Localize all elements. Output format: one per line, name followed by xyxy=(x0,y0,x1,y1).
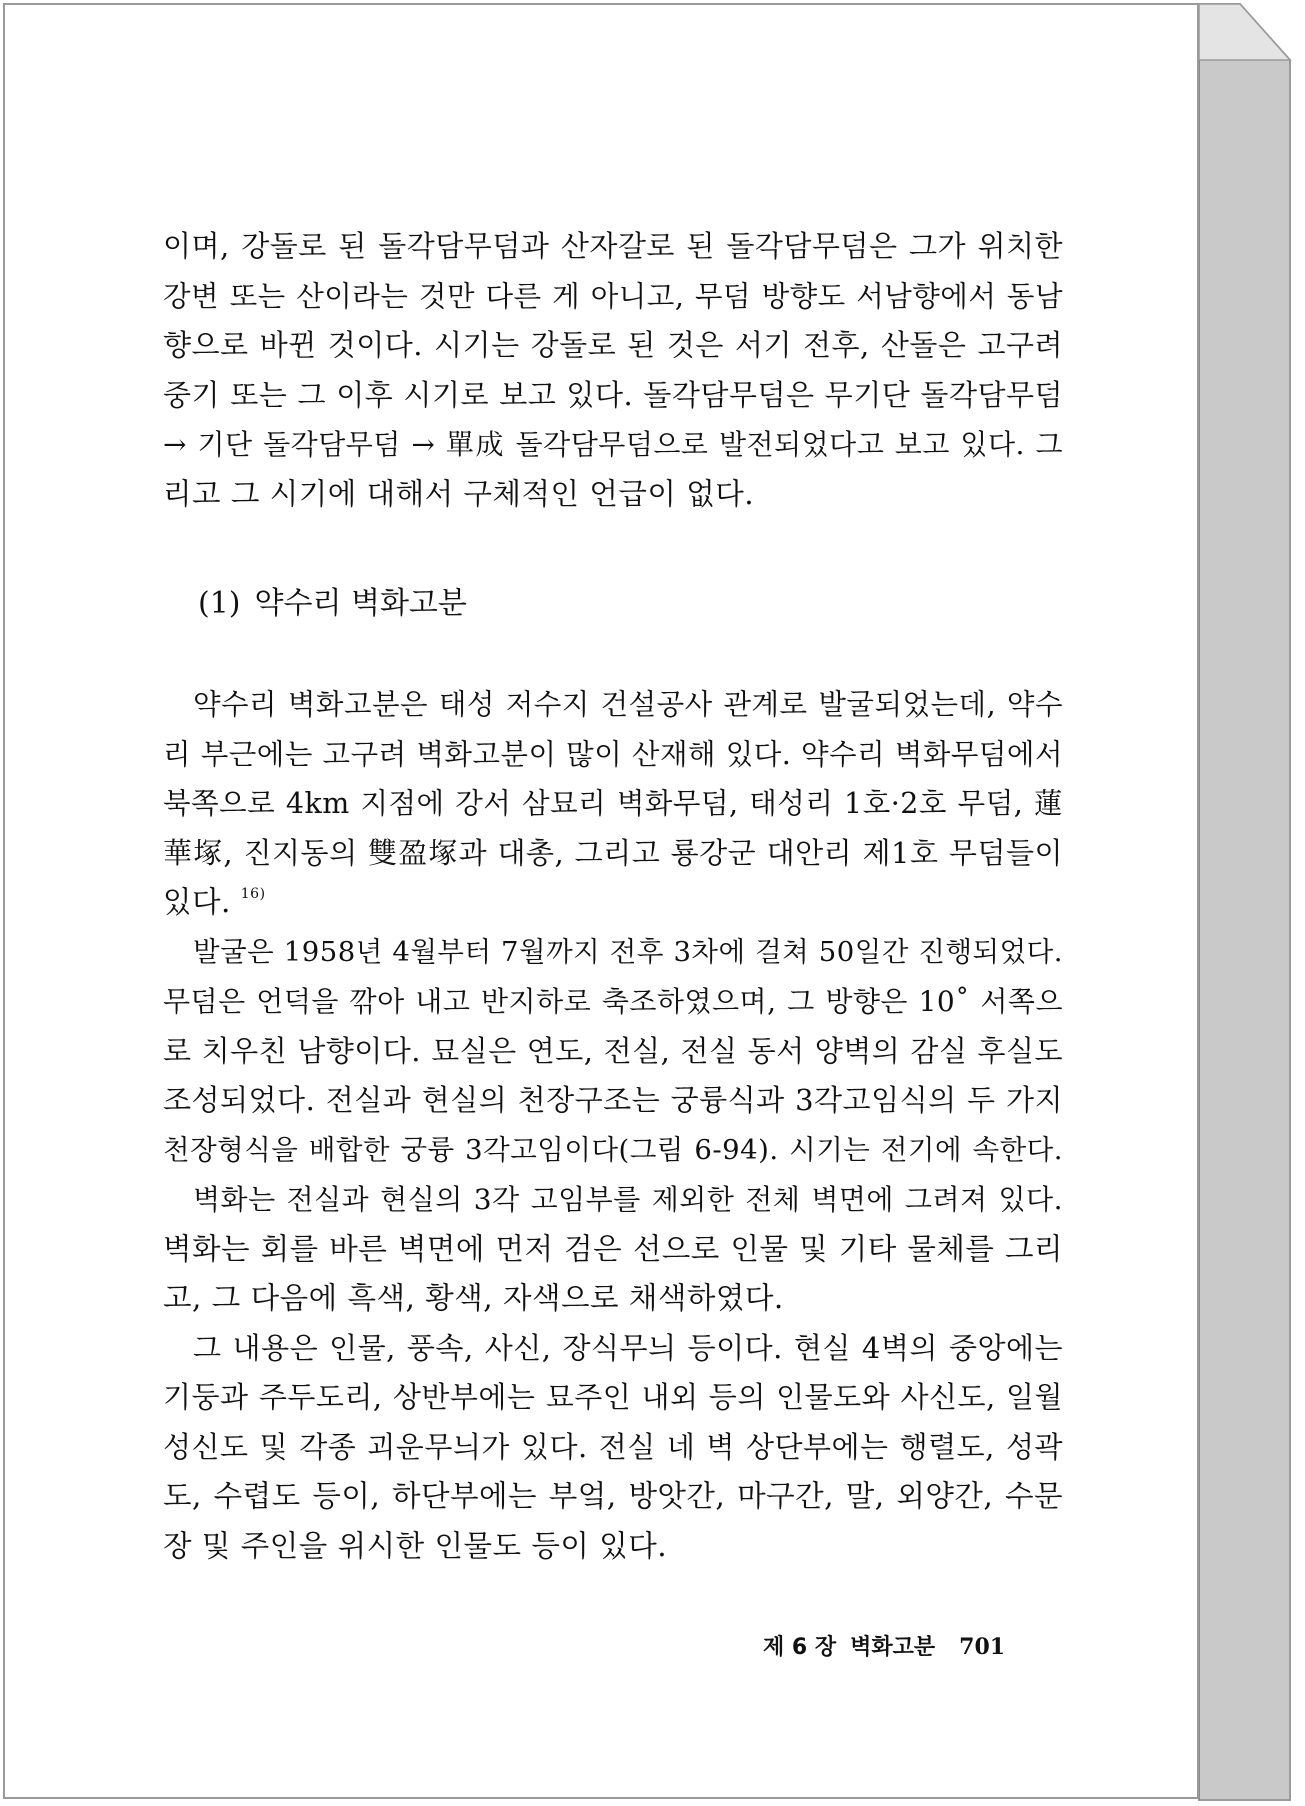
text-line: 천장형식을 배합한 궁륭 3각고임이다(그림 6-94). 시기는 전기에 속한다. xyxy=(163,1133,1063,1166)
spine-side xyxy=(1199,4,1290,1800)
text-line: 있다. xyxy=(163,885,231,919)
text-line: 장 및 주인을 위시한 인물도 등이 있다. xyxy=(163,1528,668,1563)
text-line: 벽화는 전실과 현실의 3각 고임부를 제외한 전체 벽면에 그려져 있다. xyxy=(193,1183,1063,1216)
page-number: 701 xyxy=(959,1634,1006,1660)
section-number: (1) xyxy=(198,586,241,621)
text-line: 북쪽으로 4km 지점에 강서 삼묘리 벽화무덤, 태성리 1호·2호 무덤, 蓮 xyxy=(163,787,1063,820)
text-line: 발굴은 1958년 4월부터 7월까지 전후 3차에 걸쳐 50일간 진행되었다. xyxy=(193,935,1063,968)
text-line: 그 내용은 인물, 풍속, 사신, 장식무늬 등이다. 현실 4벽의 중앙에는 xyxy=(193,1330,1063,1365)
section-title: 약수리 벽화고분 xyxy=(254,586,467,621)
text-line: 무덤은 언덕을 깎아 내고 반지하로 축조하였으며, 그 방향은 10˚ 서쪽으 xyxy=(163,985,1063,1018)
text-line-with-footnote xyxy=(163,878,1063,928)
text-line: 고, 그 다음에 흑색, 황색, 자색으로 채색하였다. xyxy=(163,1281,784,1315)
spine-top-face xyxy=(1199,4,1290,60)
text-line: 조성되었다. 전실과 현실의 천장구조는 궁륭식과 3각고임식의 두 가지 xyxy=(163,1083,1063,1117)
text-line: 벽화는 회를 바른 벽면에 먼저 검은 선으로 인물 및 기타 물체를 그리 xyxy=(163,1231,1063,1266)
footer-chapter-title: 벽화고분 xyxy=(850,1635,936,1660)
text-line: 강변 또는 산이라는 것만 다른 게 아니고, 무덤 방향도 서남향에서 동남 xyxy=(163,279,1063,313)
text-line: 리고 그 시기에 대해서 구체적인 언급이 없다. xyxy=(163,476,755,511)
text-line: 향으로 바뀐 것이다. 시기는 강돌로 된 것은 서기 전후, 산돌은 고구려 xyxy=(163,328,1063,362)
text-line: → 기단 돌각담무덤 → 單成 돌각담무덤으로 발전되었다고 보고 있다. 그 xyxy=(163,428,1063,461)
text-line: 리 부근에는 고구려 벽화고분이 많이 산재해 있다. 약수리 벽화무덤에서 xyxy=(163,737,1063,771)
body-text xyxy=(163,680,1063,1571)
text-line: 華塚, 진지동의 雙盈塚과 대총, 그리고 룡강군 대안리 제1호 무덤들이 xyxy=(163,835,1063,870)
footer-chapter: 제 6 장 xyxy=(763,1635,837,1660)
text-line: 중기 또는 그 이후 시기로 보고 있다. 돌각담무덤은 무기단 돌각담무덤 xyxy=(163,377,1063,412)
footnote-reference: 16) xyxy=(240,886,266,902)
section-heading xyxy=(198,582,467,626)
text-line: 성신도 및 각종 괴운무늬가 있다. 전실 네 벽 상단부에는 행렬도, 성곽 xyxy=(163,1429,1063,1464)
text-line: 로 치우친 남향이다. 묘실은 연도, 전실, 전실 동서 양벽의 감실 후실도 xyxy=(163,1033,1063,1068)
text-line: 기둥과 주두도리, 상반부에는 묘주인 내외 등의 인물도와 사신도, 일월 xyxy=(163,1380,1063,1414)
intro-paragraph xyxy=(163,222,1063,519)
text-line: 도, 수렵도 등이, 하단부에는 부엌, 방앗간, 마구간, 말, 외양간, 수문 xyxy=(163,1479,1063,1513)
text-line: 약수리 벽화고분은 태성 저수지 건설공사 관계로 발굴되었는데, 약수 xyxy=(193,688,1063,721)
text-line: 이며, 강돌로 된 돌각담무덤과 산자갈로 된 돌각담무덤은 그가 위치한 xyxy=(163,229,1063,263)
page-footer xyxy=(763,1630,1005,1661)
